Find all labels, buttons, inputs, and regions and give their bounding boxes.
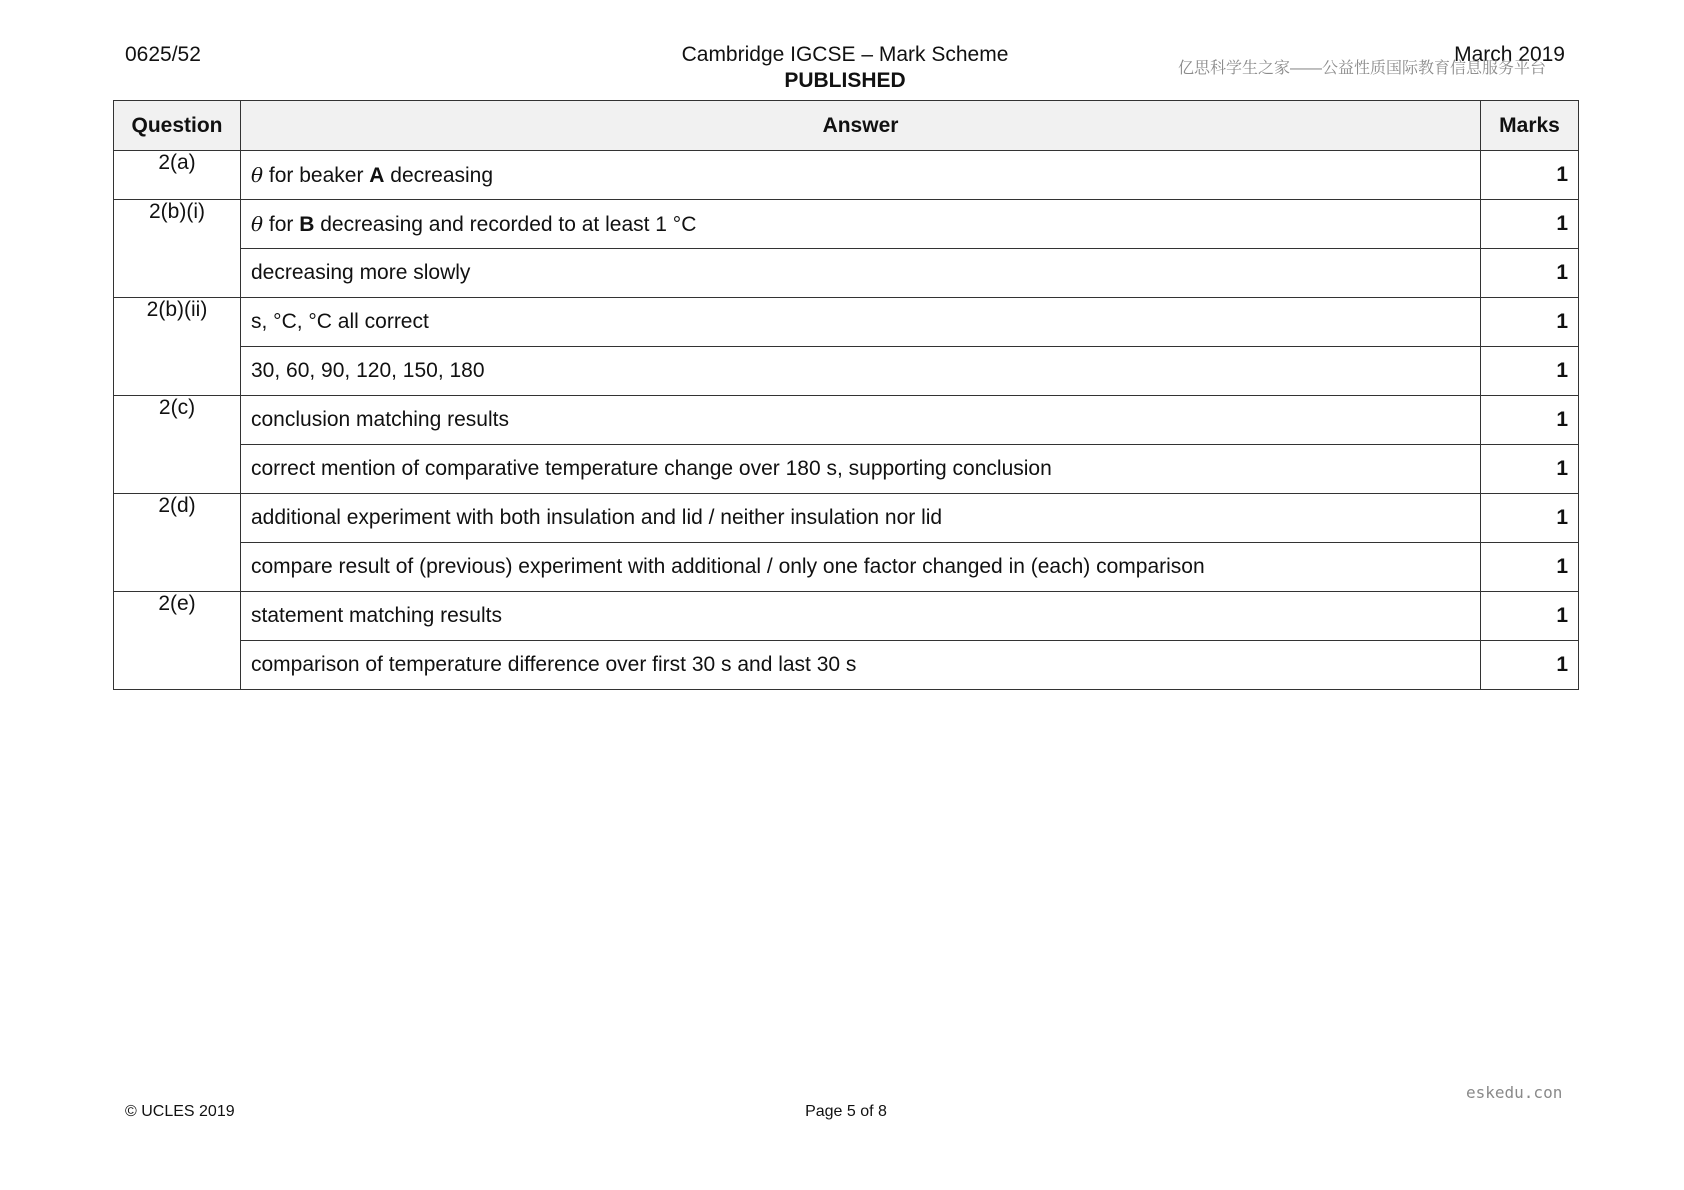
question-cell: 2(a): [114, 151, 241, 200]
marks-cell: 1: [1481, 396, 1579, 445]
watermark-text: 亿思科学生之家——公益性质国际教育信息服务平台: [1178, 60, 1547, 77]
mark-scheme-table: [113, 100, 1579, 690]
theta-symbol: θ: [251, 211, 264, 236]
answer-cell: compare result of (previous) experiment with additional / only one factor changed in (each) comparison: [241, 543, 1481, 592]
table-row: [114, 396, 1579, 445]
marks-cell: 1: [1481, 494, 1579, 543]
table-row: [114, 543, 1579, 592]
table-row: [114, 494, 1579, 543]
theta-symbol: θ: [251, 162, 264, 187]
marks-cell: 1: [1481, 151, 1579, 200]
page-number: Page 5 of 8: [805, 1103, 887, 1120]
table-row: [114, 641, 1579, 690]
answer-bold-text: B: [299, 212, 315, 236]
answer-text: for: [263, 212, 300, 236]
marks-cell: 1: [1481, 445, 1579, 494]
answer-cell: conclusion matching results: [241, 396, 1481, 445]
answer-cell: decreasing more slowly: [241, 249, 1481, 298]
site-watermark: eskedu.con: [1466, 1083, 1563, 1102]
marks-cell: 1: [1481, 200, 1579, 249]
question-cell: 2(b)(i): [114, 200, 241, 298]
answer-text: for beaker: [263, 163, 370, 187]
exam-date: March 2019: [1454, 43, 1565, 66]
answer-cell: s, °C, °C all correct: [241, 298, 1481, 347]
document-title: Cambridge IGCSE – Mark Scheme: [681, 43, 1009, 66]
marks-cell: 1: [1481, 249, 1579, 298]
table-row: [114, 200, 1579, 249]
answer-cell: statement matching results: [241, 592, 1481, 641]
answer-cell: correct mention of comparative temperature change over 180 s, supporting conclusion: [241, 445, 1481, 494]
marks-cell: 1: [1481, 641, 1579, 690]
table-header-row: [114, 101, 1579, 151]
marks-cell: 1: [1481, 543, 1579, 592]
question-cell: 2(e): [114, 592, 241, 690]
marks-cell: 1: [1481, 592, 1579, 641]
published-label: PUBLISHED: [784, 69, 906, 92]
paper-code: 0625/52: [125, 43, 201, 66]
question-cell: 2(c): [114, 396, 241, 494]
marks-cell: 1: [1481, 298, 1579, 347]
column-header-question: Question: [114, 101, 241, 151]
table-row: [114, 249, 1579, 298]
marks-cell: 1: [1481, 347, 1579, 396]
question-cell: 2(d): [114, 494, 241, 592]
answer-bold-text: A: [369, 163, 385, 187]
column-header-answer: Answer: [241, 101, 1481, 151]
table-row: [114, 445, 1579, 494]
table-row: [114, 592, 1579, 641]
copyright-notice: © UCLES 2019: [125, 1103, 235, 1120]
answer-text: decreasing: [384, 163, 494, 187]
column-header-marks: Marks: [1481, 101, 1579, 151]
answer-cell: additional experiment with both insulation and lid / neither insulation nor lid: [241, 494, 1481, 543]
table-row: [114, 298, 1579, 347]
question-cell: 2(b)(ii): [114, 298, 241, 396]
answer-text: decreasing and recorded to at least 1 °C: [314, 212, 697, 236]
table-row: [114, 151, 1579, 200]
answer-cell: [241, 151, 1481, 200]
answer-cell: 30, 60, 90, 120, 150, 180: [241, 347, 1481, 396]
table-row: [114, 347, 1579, 396]
answer-cell: [241, 200, 1481, 249]
answer-cell: comparison of temperature difference over first 30 s and last 30 s: [241, 641, 1481, 690]
